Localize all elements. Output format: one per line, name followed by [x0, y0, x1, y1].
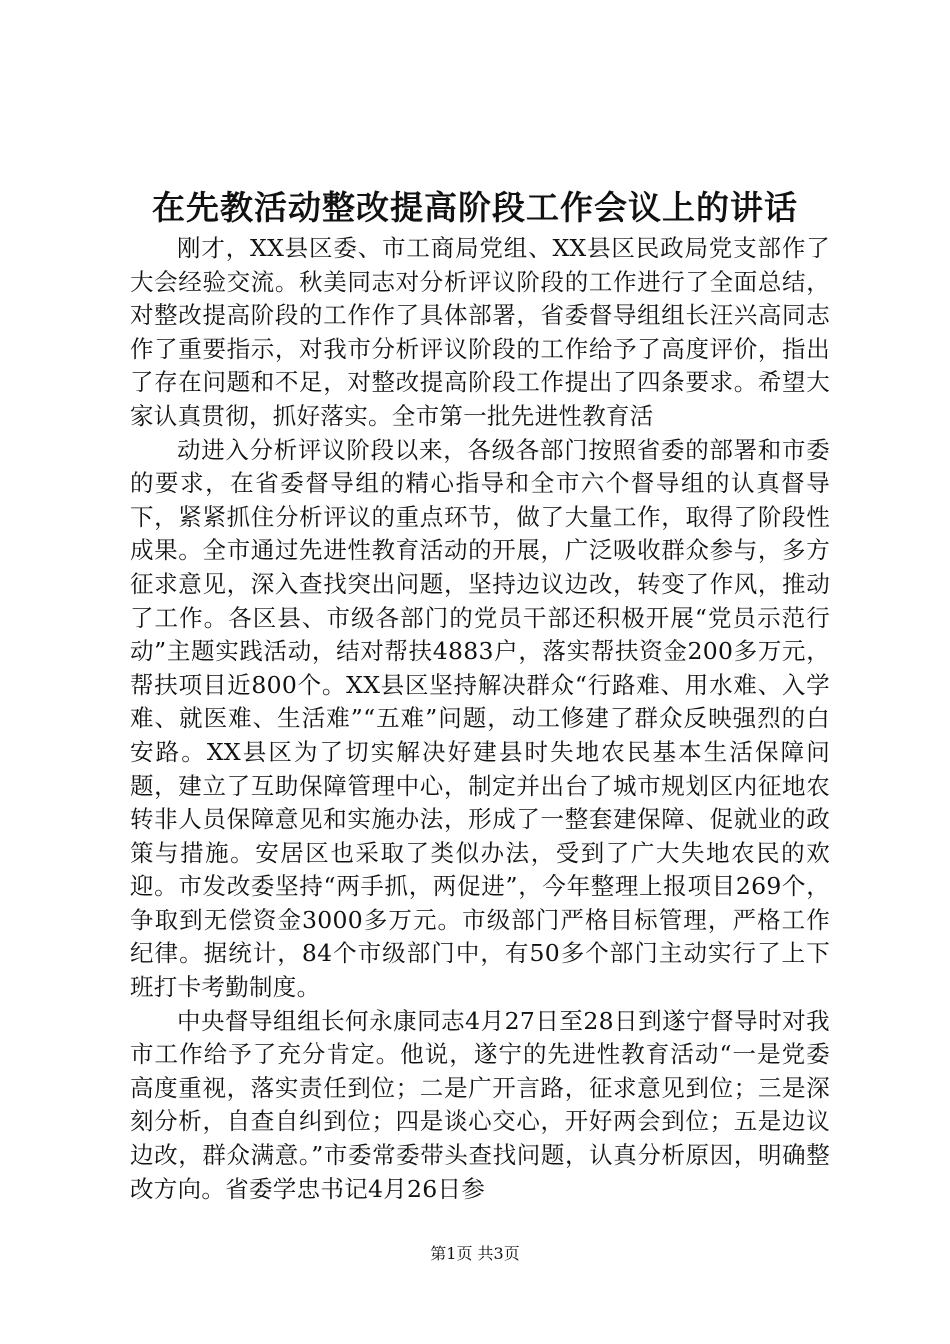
- page-footer: 第1页 共3页: [430, 1244, 520, 1263]
- paragraph-3: 中央督导组组长何永康同志4月27日至28日到遂宁督导时对我市工作给予了充分肯定。他说，遂宁的先进性教育活动“一是党委高度重视，落实责任到位；二是广开言路，征求意见到位；三是深刻分析，自查自纠到位；四是谈心交心，开好两会到位；五是边议边改，群众满意。”市委常委带头查找问题，认真分析原因，明确整改方向。省委学忠书记4月26日参: [130, 1006, 830, 1203]
- document-body: [130, 232, 830, 1206]
- paragraph-1: 刚才，XX县区委、市工商局党组、XX县区民政局党支部作了大会经验交流。秋美同志对分析评议阶段的工作进行了全面总结，对整改提高阶段的工作作了具体部署，省委督导组组长汪兴高同志作了重要指示，对我市分析评议阶段的工作给予了高度评价，指出了存在问题和不足，对整改提高阶段工作提出了四条要求。希望大家认真贯彻，抓好落实。全市第一批先进性教育活: [130, 234, 830, 430]
- document-title: 在先教活动整改提高阶段工作会议上的讲话: [152, 188, 798, 227]
- paragraph-2: 动进入分析评议阶段以来，各级各部门按照省委的部署和市委的要求，在省委督导组的精心指导和全市六个督导组的认真督导下，紧紧抓住分析评议的重点环节，做了大量工作，取得了阶段性成果。全市通过先进性教育活动的开展，广泛吸收群众参与，多方征求意见，深入查找突出问题，坚持边议边改，转变了作风，推动了工作。各区县、市级各部门的党员干部还积极开展“党员示范行动”主题实践活动，结对帮扶4883户，落实帮扶资金200多万元，帮扶项目近800个。XX县区坚持解决群众“行路难、用水难、入学难、就医难、生活难”“五难”问题，动工修建了群众反映强烈的白安路。XX县区为了切实解决好建县时失地农民基本生活保障问题，建立了互助保障管理中心，制定并出台了城市规划区内征地农转非人员保障意见和实施办法，形成了一整套建保障、促就业的政策与措施。安居区也采取了类似办法，受到了广大失地农民的欢迎。市发改委坚持“两手抓，两促进”，今年整理上报项目269个，争取到无偿资金3000多万元。市级部门严格目标管理，严格工作纪律。据统计，84个市级部门中，有50多个部门主动实行了上下班打卡考勤制度。: [130, 435, 830, 1002]
